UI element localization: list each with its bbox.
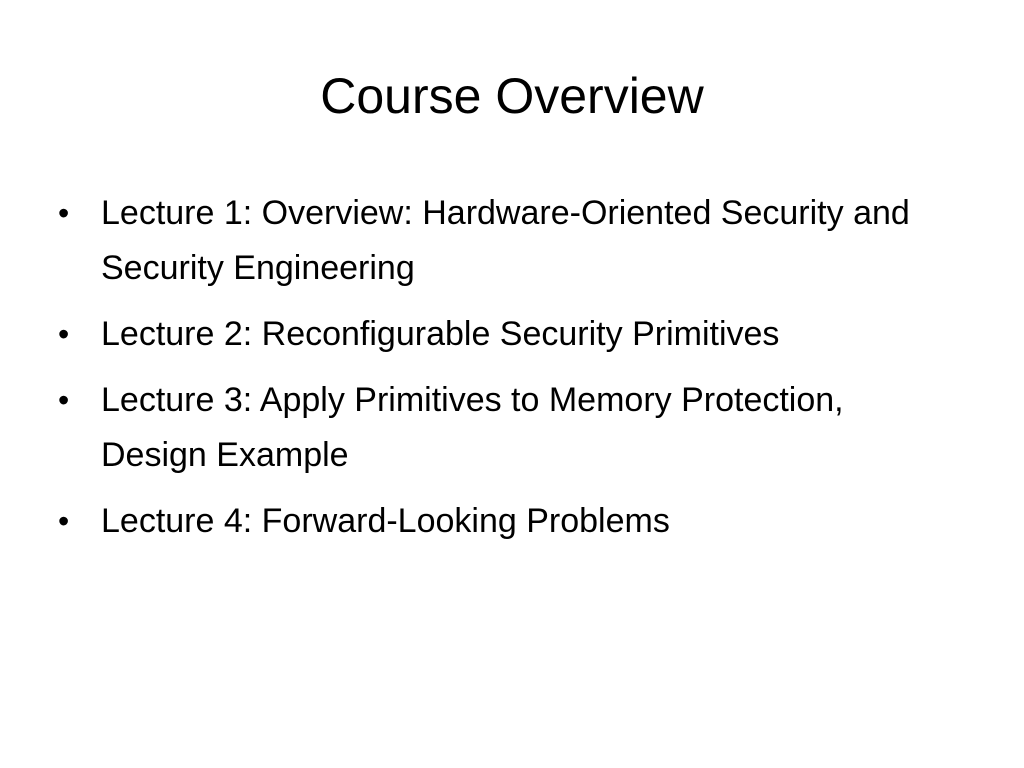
- slide-title: Course Overview: [320, 68, 704, 124]
- bullet-icon: •: [58, 195, 70, 231]
- bullet-text: Lecture 4: Forward-Looking Problems: [101, 502, 670, 540]
- bullet-icon: •: [58, 503, 70, 539]
- bullet-item-lecture-3: [58, 373, 958, 483]
- bullet-item-lecture-2: [58, 307, 958, 362]
- bullet-icon: •: [58, 382, 70, 418]
- bullet-item-lecture-1: [58, 186, 958, 296]
- bullet-list: [58, 186, 958, 560]
- bullet-item-lecture-4: [58, 494, 958, 549]
- bullet-icon: •: [58, 316, 70, 352]
- bullet-text: Lecture 3: Apply Primitives to Memory Protection, Design Example: [101, 381, 844, 474]
- bullet-text: Lecture 2: Reconfigurable Security Primitives: [101, 315, 780, 353]
- bullet-text: Lecture 1: Overview: Hardware-Oriented Security and Security Engineering: [101, 194, 910, 287]
